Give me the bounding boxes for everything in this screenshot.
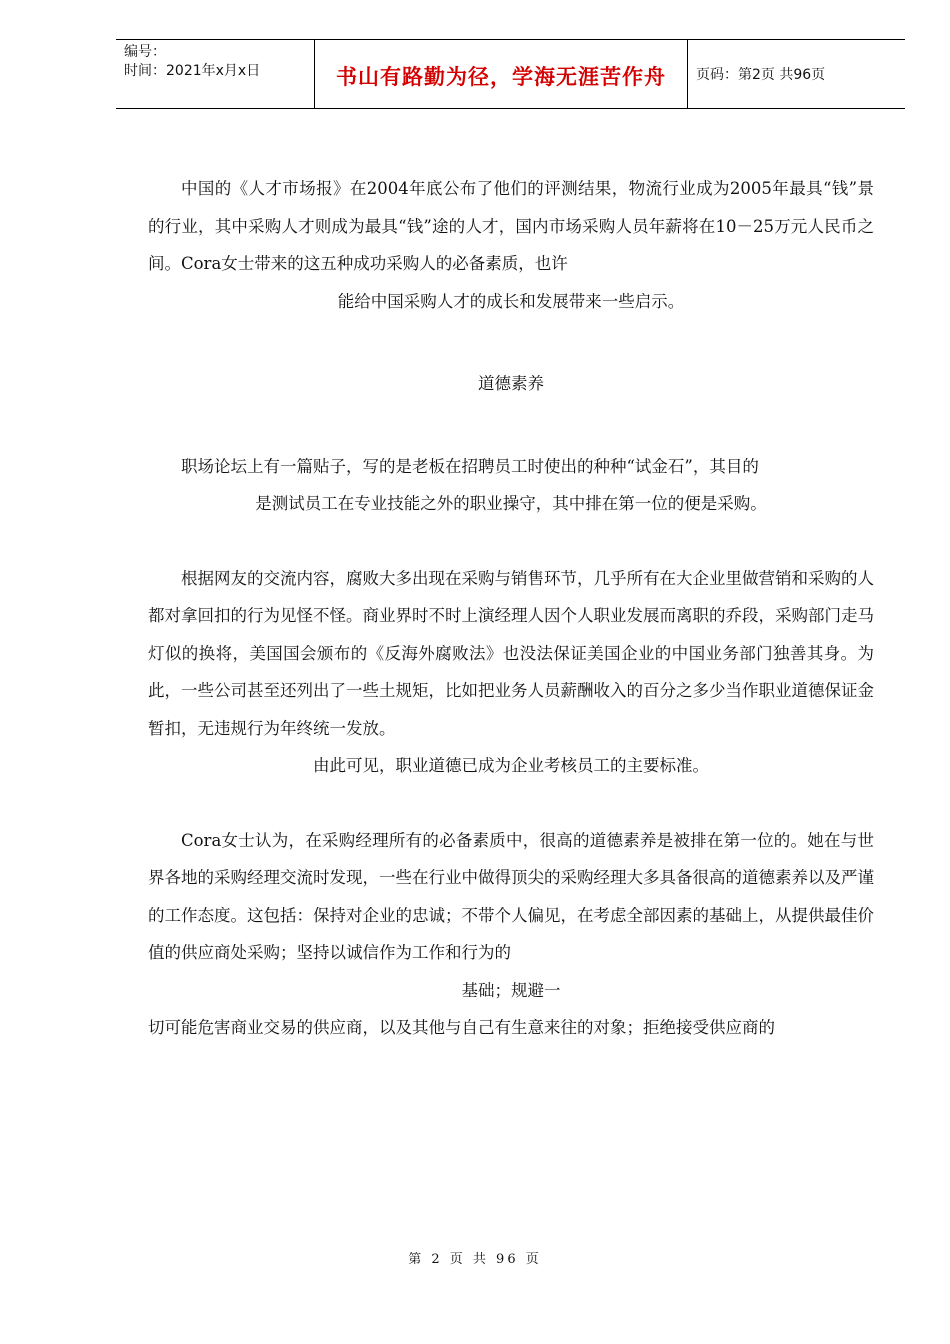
paragraph-forum-line2: 是测试员工在专业技能之外的职业操守，其中排在第一位的便是采购。 bbox=[255, 494, 767, 513]
paragraph-intro: 中国的《人才市场报》在2004年底公布了他们的评测结果，物流行业成为2005年最具“钱”景的行业，其中采购人才则成为最具“钱”途的人才，国内市场采购人员年薪将在10－25万元人民币之间。Cora女士带来的这五种成功采购人的必备素质，也许 bbox=[148, 179, 874, 273]
header-page-cell bbox=[688, 40, 905, 108]
paragraph-cora-tail: 基础；规避一 bbox=[461, 980, 561, 1000]
document-body bbox=[148, 170, 874, 1047]
paragraph-corruption: 根据网友的交流内容，腐败大多出现在采购与销售环节，几乎所有在大企业里做营销和采购的人都对拿回扣的行为见怪不怪。商业界时不时上演经理人因个人职业发展而离职的乔段，采购部门走马灯似的换将，美国国会颁布的《反海外腐败法》也没法保证美国企业的中国业务部门独善其身。为此，一些公司甚至还列出了一些土规矩，比如把业务人员薪酬收入的百分之多少当作职业道德保证金暂扣，无违规行为年终统一发放。 bbox=[148, 568, 874, 738]
paragraph-forum-line1: 职场论坛上有一篇贴子，写的是老板在招聘员工时使出的种种“试金石”，其目的 bbox=[181, 456, 759, 476]
paragraph-continuation: 切可能危害商业交易的供应商，以及其他与自己有生意来往的对象；拒绝接受供应商的 bbox=[148, 1018, 775, 1037]
header-meta-cell bbox=[116, 40, 315, 108]
serial-number-label: 编号： bbox=[124, 44, 166, 60]
page-header bbox=[116, 39, 905, 109]
paragraph-cora: Cora女士认为，在采购经理所有的必备素质中，很高的道德素养是被排在第一位的。她在与世界各地的采购经理交流时发现，一些在行业中做得顶尖的采购经理大多具备很高的道德素养以及严谨的工作态度。这包括：保持对企业的忠诚；不带个人偏见，在考虑全部因素的基础上，从提供最佳价值的供应商处采购；坚持以诚信作为工作和行为的 bbox=[148, 830, 874, 962]
date-label: 时间：2021年x月x日 bbox=[124, 63, 261, 79]
page-footer: 第 2 页 共 96 页 bbox=[408, 1252, 542, 1267]
header-page-info: 页码：第2页 共96页 bbox=[696, 67, 826, 83]
paragraph-corruption-tail: 由此可见，职业道德已成为企业考核员工的主要标准。 bbox=[313, 756, 709, 775]
section-heading: 道德素养 bbox=[478, 374, 544, 393]
header-motto-cell bbox=[315, 40, 688, 108]
motto-text: 书山有路勤为径，学海无涯苦作舟 bbox=[336, 65, 666, 89]
paragraph-intro-tail: 能给中国采购人才的成长和发展带来一些启示。 bbox=[337, 291, 685, 311]
